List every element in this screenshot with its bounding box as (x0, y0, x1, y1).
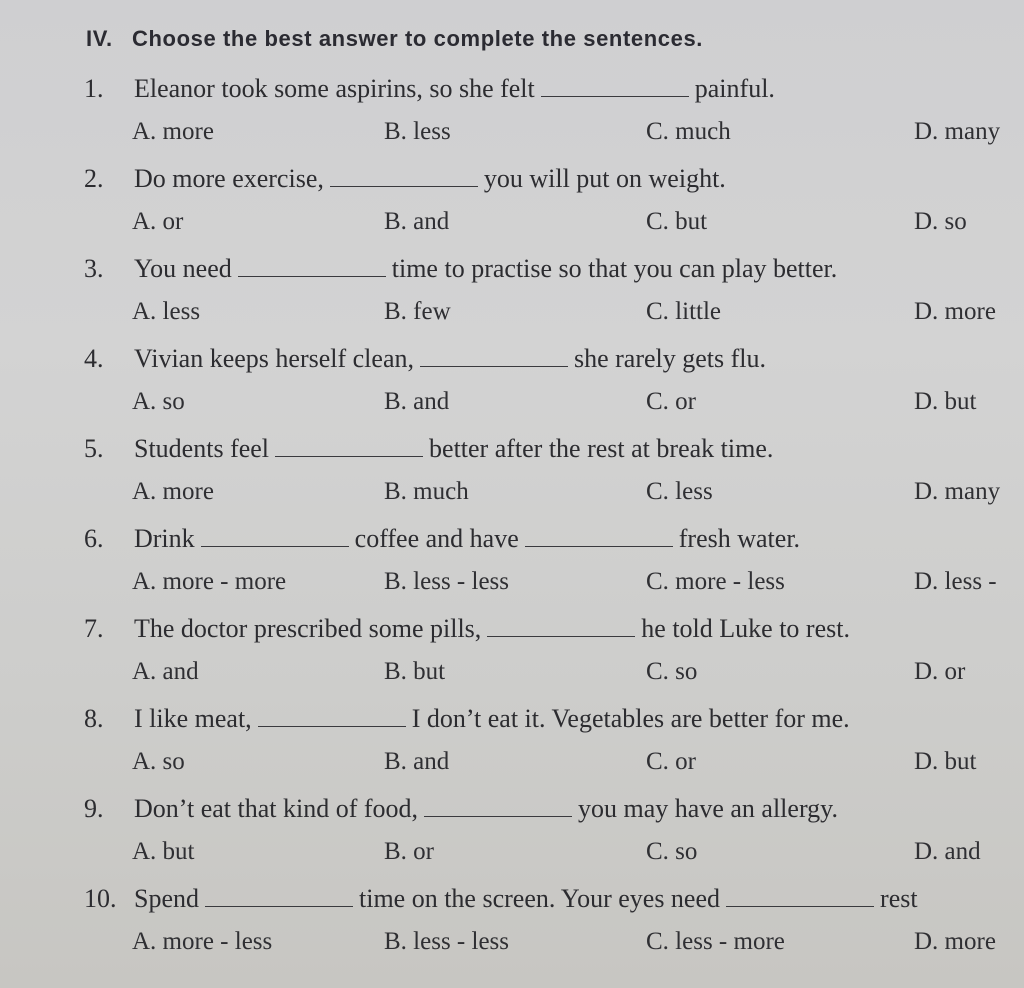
question-stem (84, 794, 838, 824)
answer-blank[interactable] (275, 438, 423, 457)
stem-part: better after the rest at break time. (429, 434, 774, 463)
option-d[interactable]: D. more (914, 928, 996, 955)
stem-part: Students feel (134, 434, 270, 463)
option-c[interactable]: C. less - more (646, 928, 785, 955)
option-d[interactable]: D. many (914, 478, 1001, 505)
option-b[interactable]: B. much (384, 478, 469, 505)
stem-part: she rarely gets flu. (573, 344, 767, 373)
option-c[interactable]: C. so (646, 838, 698, 865)
answer-blank[interactable] (487, 618, 635, 637)
option-a[interactable]: A. more - less (132, 928, 273, 955)
question-10 (84, 884, 1024, 974)
stem-part: Spend (134, 884, 199, 913)
stem-part: you will put on weight. (483, 164, 726, 193)
question-2 (84, 164, 1024, 254)
question-number: 3. (84, 254, 104, 283)
option-a[interactable]: A. or (132, 208, 184, 235)
stem-part: The doctor prescribed some pills, (134, 614, 482, 643)
question-7 (84, 614, 1024, 704)
option-c[interactable]: C. so (646, 658, 698, 685)
answer-blank[interactable] (330, 168, 478, 187)
option-c[interactable]: C. or (646, 388, 696, 415)
option-c[interactable]: C. or (646, 748, 696, 775)
option-a[interactable]: A. and (132, 658, 199, 685)
section-heading (86, 26, 703, 52)
stem-part: I like meat, (134, 704, 252, 733)
stem-part: you may have an allergy. (578, 794, 838, 823)
question-number: 6. (84, 524, 104, 553)
option-d[interactable]: D. or (914, 658, 966, 685)
option-d[interactable]: D. more (914, 298, 996, 325)
stem-part: time to practise so that you can play better. (391, 254, 838, 283)
answer-blank[interactable] (420, 348, 568, 367)
option-c[interactable]: C. but (646, 208, 708, 235)
question-number: 5. (84, 434, 104, 463)
stem-part: rest (880, 884, 918, 913)
question-number: 2. (84, 164, 104, 193)
option-a[interactable]: A. so (132, 388, 185, 415)
question-3 (84, 254, 1024, 344)
question-6 (84, 524, 1024, 614)
stem-part: coffee and have (354, 524, 519, 553)
answer-blank[interactable] (541, 78, 689, 97)
option-a[interactable]: A. more (132, 478, 214, 505)
question-number: 1. (84, 74, 104, 103)
stem-part: Do more exercise, (134, 164, 324, 193)
option-d[interactable]: D. and (914, 838, 981, 865)
option-c[interactable]: C. little (646, 298, 721, 325)
question-stem (84, 884, 918, 914)
answer-blank[interactable] (258, 708, 406, 727)
question-number: 8. (84, 704, 104, 733)
answer-blank[interactable] (525, 528, 673, 547)
question-stem (84, 434, 773, 464)
option-c[interactable]: C. more - less (646, 568, 785, 595)
stem-part: fresh water. (678, 524, 801, 553)
question-8 (84, 704, 1024, 794)
answer-blank[interactable] (424, 798, 572, 817)
option-d[interactable]: D. less - (914, 568, 997, 595)
stem-part: You need (134, 254, 232, 283)
option-c[interactable]: C. less (646, 478, 713, 505)
question-number: 9. (84, 794, 104, 823)
stem-part: I don’t eat it. Vegetables are better for me. (411, 704, 850, 733)
option-d[interactable]: D. but (914, 748, 977, 775)
option-b[interactable]: B. and (384, 748, 450, 775)
question-stem (84, 254, 837, 284)
question-number: 7. (84, 614, 104, 643)
stem-part: painful. (694, 74, 775, 103)
option-b[interactable]: B. but (384, 658, 446, 685)
option-a[interactable]: A. but (132, 838, 195, 865)
question-4 (84, 344, 1024, 434)
answer-blank[interactable] (201, 528, 349, 547)
option-a[interactable]: A. less (132, 298, 201, 325)
answer-blank[interactable] (205, 888, 353, 907)
question-stem (84, 704, 850, 734)
answer-blank[interactable] (726, 888, 874, 907)
question-9 (84, 794, 1024, 884)
question-stem (84, 614, 850, 644)
answer-blank[interactable] (238, 258, 386, 277)
stem-part: Eleanor took some aspirins, so she felt (134, 74, 535, 103)
option-d[interactable]: D. so (914, 208, 967, 235)
stem-part: Don’t eat that kind of food, (134, 794, 419, 823)
option-b[interactable]: B. and (384, 208, 450, 235)
question-stem (84, 524, 800, 554)
option-b[interactable]: B. less - less (384, 928, 509, 955)
question-5 (84, 434, 1024, 524)
question-stem (84, 74, 775, 104)
question-stem (84, 344, 766, 374)
question-1 (84, 74, 1024, 164)
option-b[interactable]: B. less - less (384, 568, 509, 595)
option-d[interactable]: D. many (914, 118, 1001, 145)
option-b[interactable]: B. less (384, 118, 451, 145)
question-number: 10. (84, 884, 117, 913)
option-d[interactable]: D. but (914, 388, 977, 415)
option-b[interactable]: B. or (384, 838, 434, 865)
option-c[interactable]: C. much (646, 118, 731, 145)
stem-part: Vivian keeps herself clean, (134, 344, 414, 373)
stem-part: he told Luke to rest. (641, 614, 850, 643)
question-stem (84, 164, 726, 194)
option-a[interactable]: A. more (132, 118, 214, 145)
stem-part: time on the screen. Your eyes need (359, 884, 721, 913)
option-b[interactable]: B. few (384, 298, 451, 325)
section-instruction: Choose the best answer to complete the sentences. (132, 26, 703, 51)
question-number: 4. (84, 344, 104, 373)
option-b[interactable]: B. and (384, 388, 450, 415)
option-a[interactable]: A. so (132, 748, 185, 775)
stem-part: Drink (134, 524, 195, 553)
option-a[interactable]: A. more - more (132, 568, 287, 595)
section-number: IV. (86, 26, 113, 51)
